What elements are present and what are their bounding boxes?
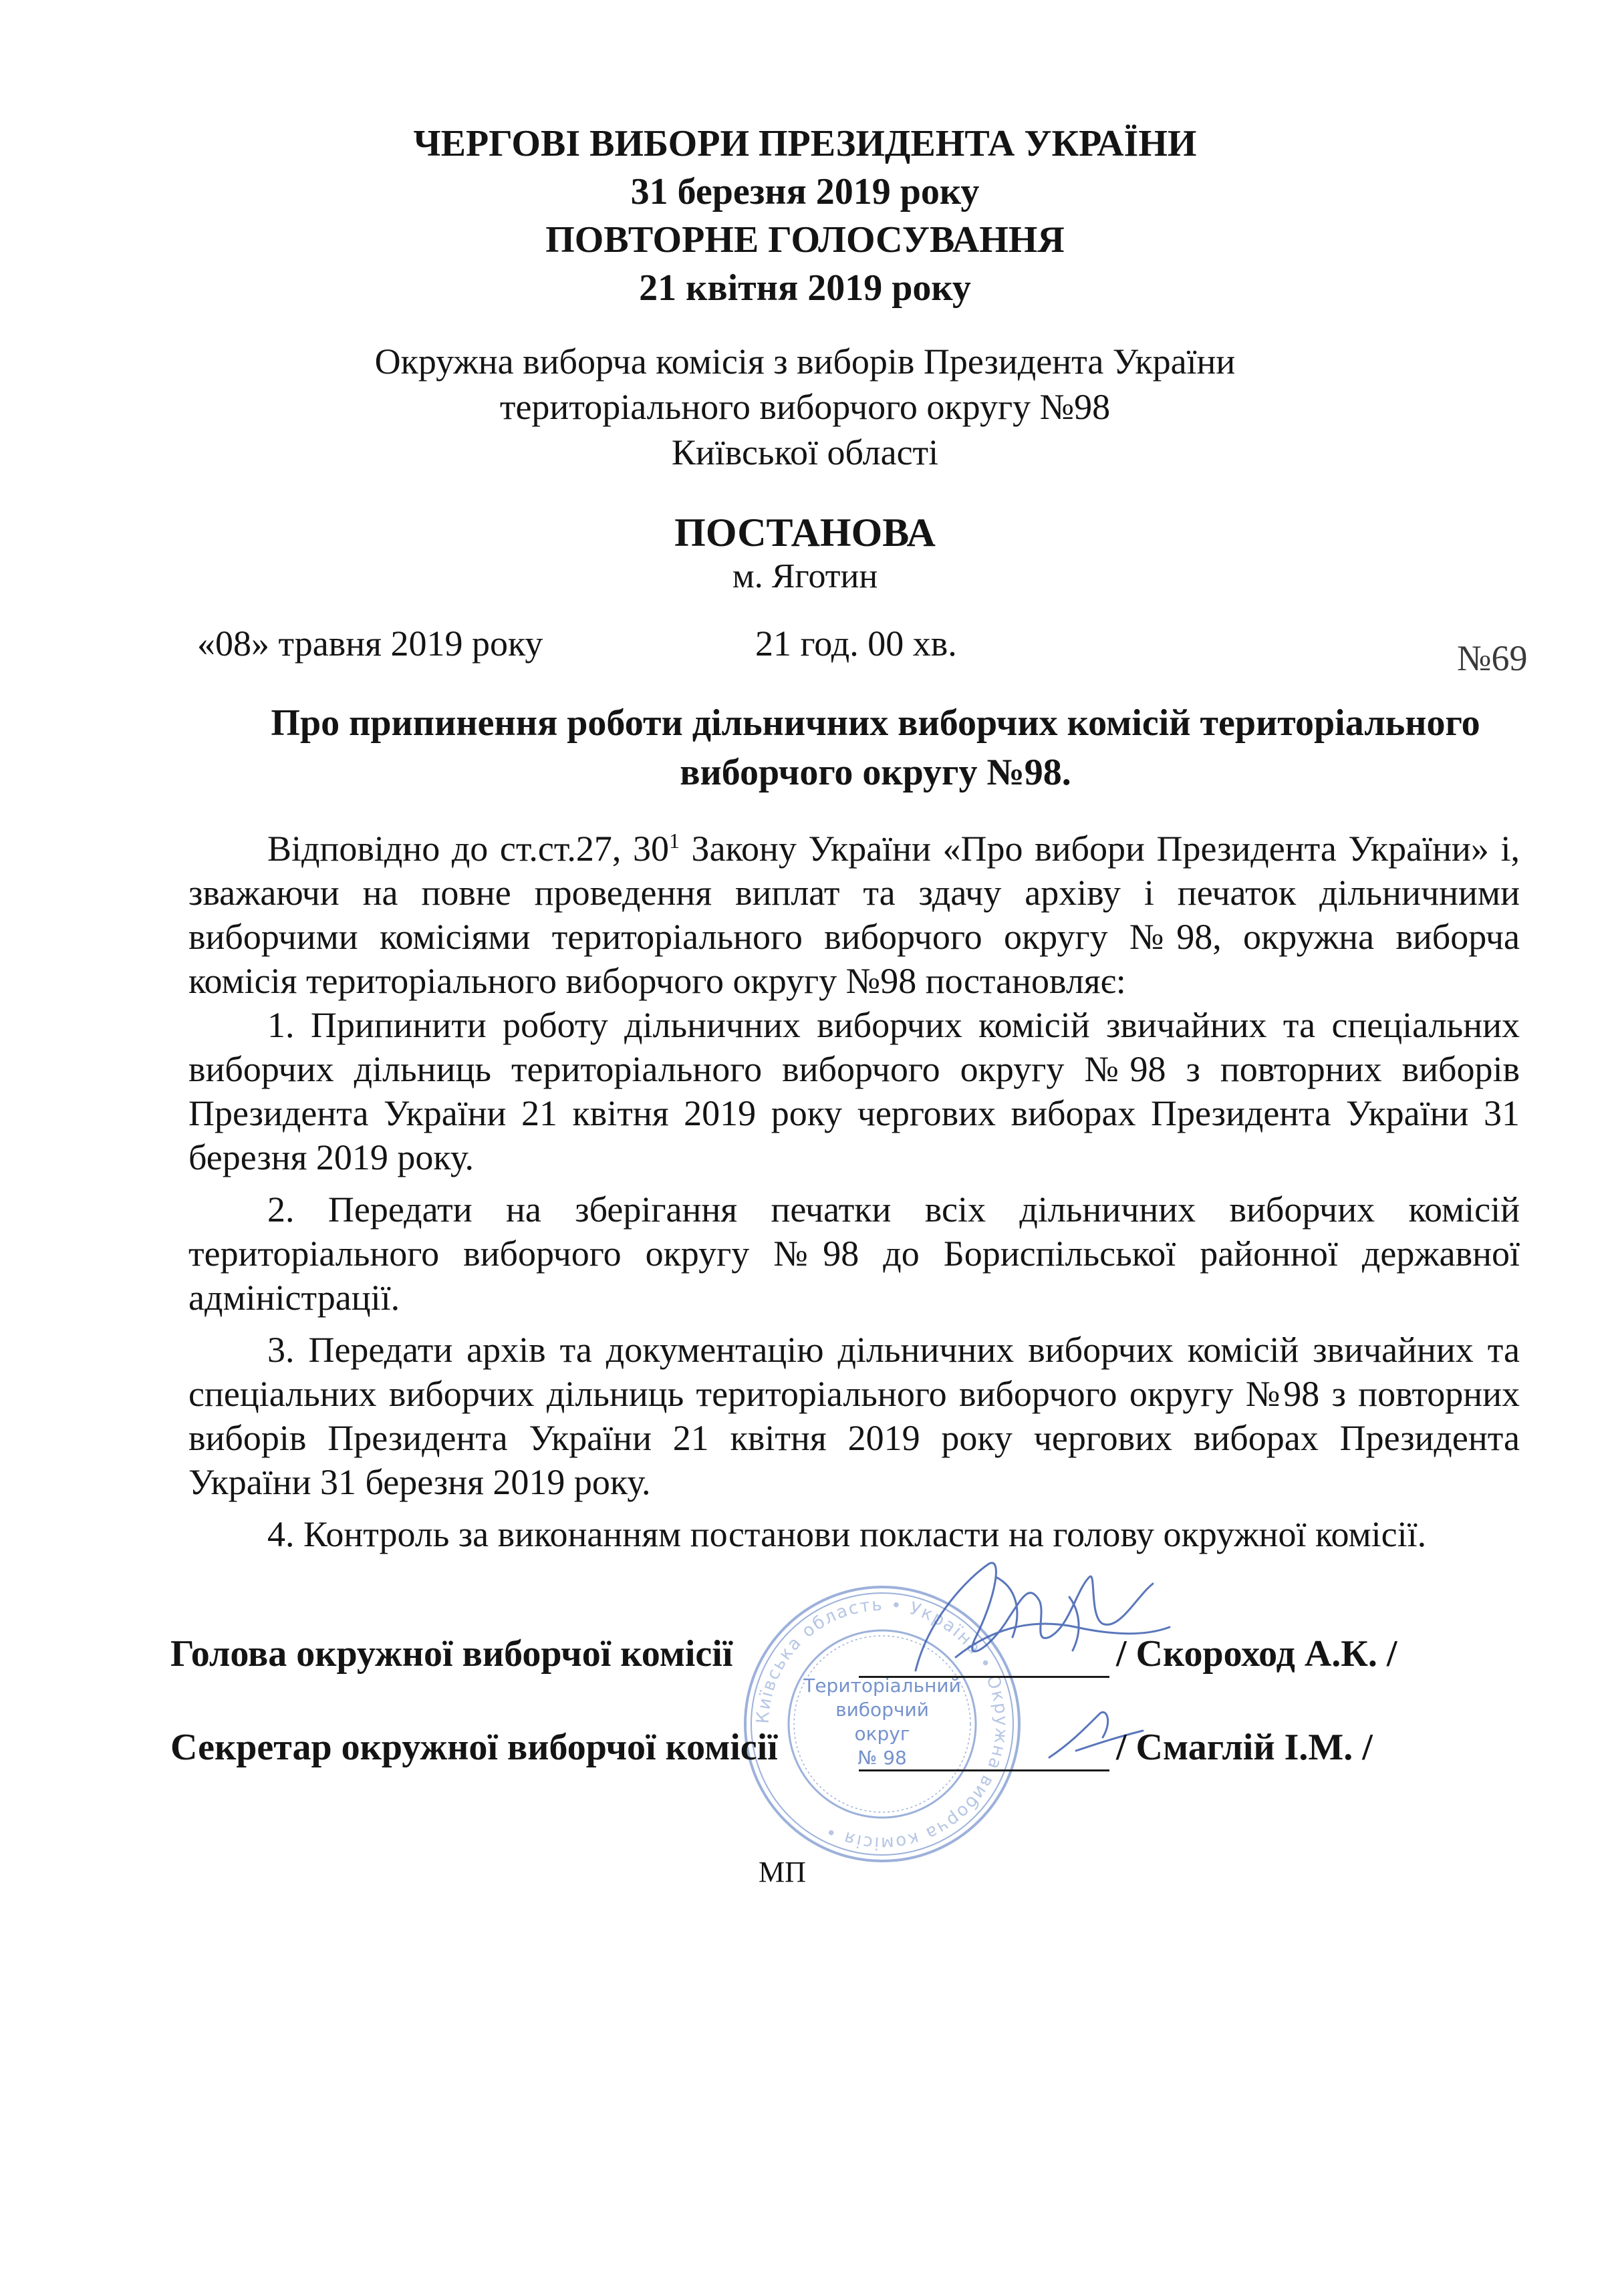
chair-signature-line — [859, 1676, 1109, 1678]
secretary-label: Секретар окружної виборчої комісії — [170, 1727, 778, 1768]
decree-subject-line2: виборчого округу №98. — [680, 752, 1071, 793]
chair-label: Голова окружної виборчої комісії — [170, 1633, 733, 1675]
intro-part2: Закону України «Про вибори Президента України» і, зважаючи на повне проведення виплат та здачу архіву і печаток дільничними виборчими комісіями територіального виборчого округу №98, окружна виборча комісія територіального виборчого округу №98 постановляє: — [188, 829, 1520, 1001]
decree-subject — [221, 698, 1530, 797]
stamp-line-2: виборчий — [835, 1699, 929, 1721]
secretary-signature-line — [859, 1769, 1109, 1771]
seal-place-mark: МП — [759, 1856, 806, 1888]
decree-city: м. Яготин — [732, 557, 878, 595]
decree-time: 21 год. 00 хв. — [755, 623, 957, 664]
repeat-voting-date: 21 квітня 2019 року — [639, 267, 971, 309]
stamp-line-3: округ — [854, 1723, 910, 1745]
intro-part1: Відповідно до ст.ст.27, 30 — [267, 829, 669, 869]
decree-date: «08» травня 2019 року — [197, 623, 543, 664]
decree-subject-line1: Про припинення роботи дільничних виборчих комісій територіального — [271, 702, 1480, 744]
repeat-voting-title: ПОВТОРНЕ ГОЛОСУВАННЯ — [545, 219, 1065, 261]
commission-name: Окружна виборча комісія з виборів Президента України — [374, 341, 1236, 382]
chair-signature — [889, 1537, 1183, 1711]
commission-district: територіального виборчого округу №98 — [499, 387, 1111, 427]
resolution-item-4: 4. Контроль за виконанням постанови покласти на голову окружної комісії. — [267, 1514, 1427, 1554]
intro-superscript: 1 — [668, 829, 680, 853]
decree-body — [188, 819, 1520, 1556]
resolution-item-2: 2. Передати на зберігання печатки всіх дільничних виборчих комісій територіального виборчого округу №98 до Бориспільської районної державної адміністрації. — [188, 1189, 1520, 1318]
resolution-item-1: 1. Припинити роботу дільничних виборчих комісій звичайних та спеціальних виборчих дільниць територіального виборчого округу №98 з повторних виборів Президента України 21 квітня 2019 року чергових виборах Президента України 31 березня 2019 року. — [188, 1005, 1520, 1177]
election-date: 31 березня 2019 року — [630, 171, 980, 212]
resolution-item-3: 3. Передати архів та документацію дільничних виборчих комісій звичайних та спеціальних виборчих дільниць територіального виборчого округу №98 з повторних виборів Президента України 21 квітня 2019 року чергових виборах Президента України 31 березня 2019 року. — [188, 1330, 1520, 1502]
stamp-line-4: № 98 — [857, 1747, 907, 1769]
commission-region: Київської області — [671, 432, 939, 472]
decree-number: №69 — [1457, 638, 1528, 678]
secretary-name: / Смаглій І.М. / — [1116, 1727, 1373, 1768]
stamp-line-1: Територіальний — [803, 1675, 961, 1697]
stamp-ring-text: Київська область • Україна • Окружна виборча комісія • — [753, 1594, 1012, 1854]
chair-name: / Скороход А.К. / — [1116, 1633, 1397, 1675]
intro-paragraph — [188, 819, 1520, 1003]
decree-title: ПОСТАНОВА — [674, 511, 936, 555]
election-title: ЧЕРГОВІ ВИБОРИ ПРЕЗИДЕНТА УКРАЇНИ — [413, 123, 1197, 164]
